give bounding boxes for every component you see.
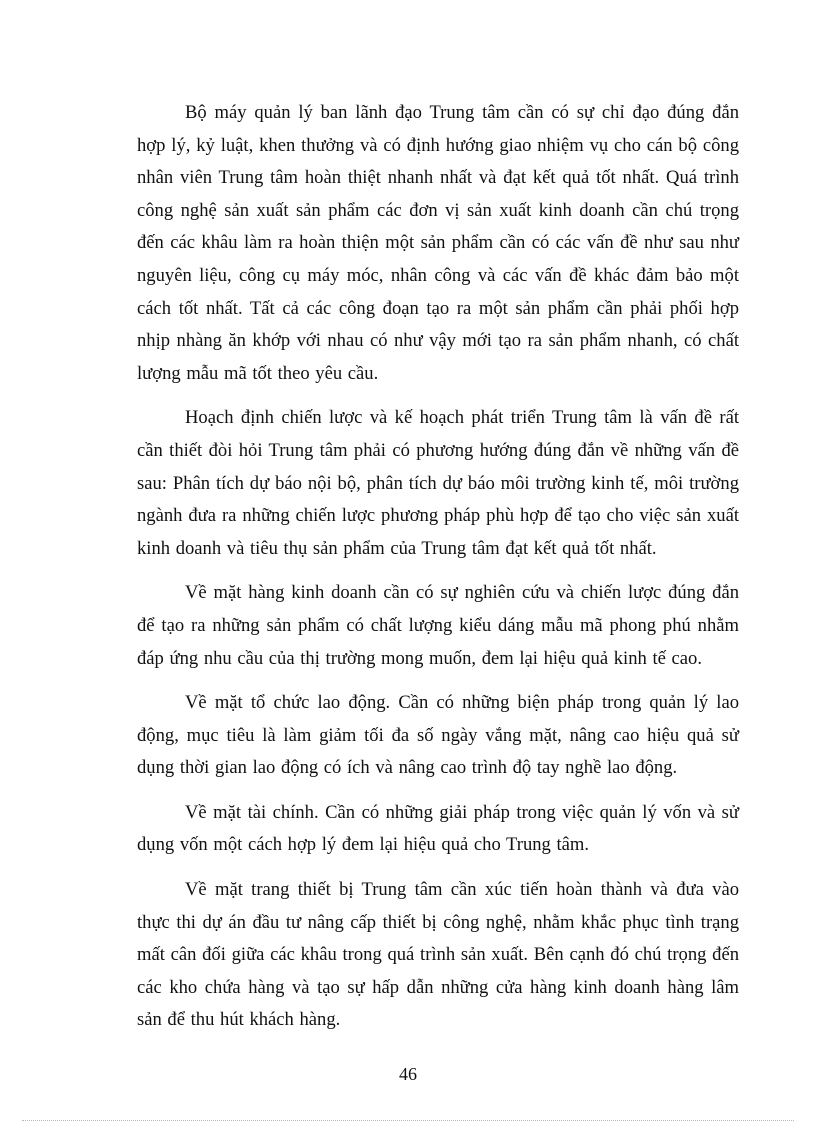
paragraph-strategy: Hoạch định chiến lược và kế hoạch phát triển Trung tâm là vấn đề rất cần thiết đòi hỏi Trung tâm phải có phương hướng đúng đắn về những vấn đề sau: Phân tích dự báo nội bộ, phân tích dự báo môi trường kinh tế, môi trường ngành đưa ra những chiến lược phương pháp phù hợp để tạo cho việc sản xuất kinh doanh và tiêu thụ sản phẩm của Trung tâm đạt kết quả tốt nhất.: [137, 407, 739, 559]
paragraph-equipment: Về mặt trang thiết bị Trung tâm cần xúc tiến hoàn thành và đưa vào thực thi dự án đầu tư nâng cấp thiết bị công nghệ, nhằm khắc phục tình trạng mất cân đối giữa các khâu trong quá trình sản xuất. Bên cạnh đó chú trọng đến các kho chứa hàng và tạo sự hấp dẫn những cửa hàng kinh doanh hàng lâm sản để thu hút khách hàng.: [137, 879, 739, 1031]
paragraph-finance: Về mặt tài chính. Cần có những giải pháp trong việc quản lý vốn và sử dụng vốn một cách hợp lý đem lại hiệu quả cho Trung tâm.: [137, 801, 739, 856]
page-number: 46: [399, 1064, 417, 1084]
body-text: [137, 97, 739, 1049]
page-bottom-divider: [22, 1120, 794, 1121]
paragraph-labor: Về mặt tổ chức lao động. Cần có những biện pháp trong quản lý lao động, mục tiêu là làm giảm tối đa số ngày vắng mặt, nâng cao hiệu quả sử dụng thời gian lao động có ích và nâng cao trình độ tay nghề lao động.: [137, 692, 739, 779]
paragraph-products: Về mặt hàng kinh doanh cần có sự nghiên cứu và chiến lược đúng đắn để tạo ra những sản phẩm có chất lượng kiểu dáng mẫu mã phong phú nhằm đáp ứng nhu cầu của thị trường mong muốn, đem lại hiệu quả kinh tế cao.: [137, 582, 739, 669]
paragraph-management: Bộ máy quản lý ban lãnh đạo Trung tâm cần có sự chỉ đạo đúng đắn hợp lý, kỷ luật, khen thưởng và có định hướng giao nhiệm vụ cho cán bộ công nhân viên Trung tâm hoàn thiệt nhanh nhất và đạt kết quả tốt nhất. Quá trình công nghệ sản xuất sản phẩm các đơn vị sản xuất kinh doanh cần chú trọng đến các khâu làm ra hoàn thiện một sản phẩm cần có các vấn đề như sau như nguyên liệu, công cụ máy móc, nhân công và các vấn đề khác đảm bảo một cách tốt nhất. Tất cả các công đoạn tạo ra một sản phẩm cần phải phối hợp nhịp nhàng ăn khớp với nhau có như vậy mới tạo ra sản phẩm nhanh, có chất lượng mẫu mã tốt theo yêu cầu.: [137, 102, 739, 384]
